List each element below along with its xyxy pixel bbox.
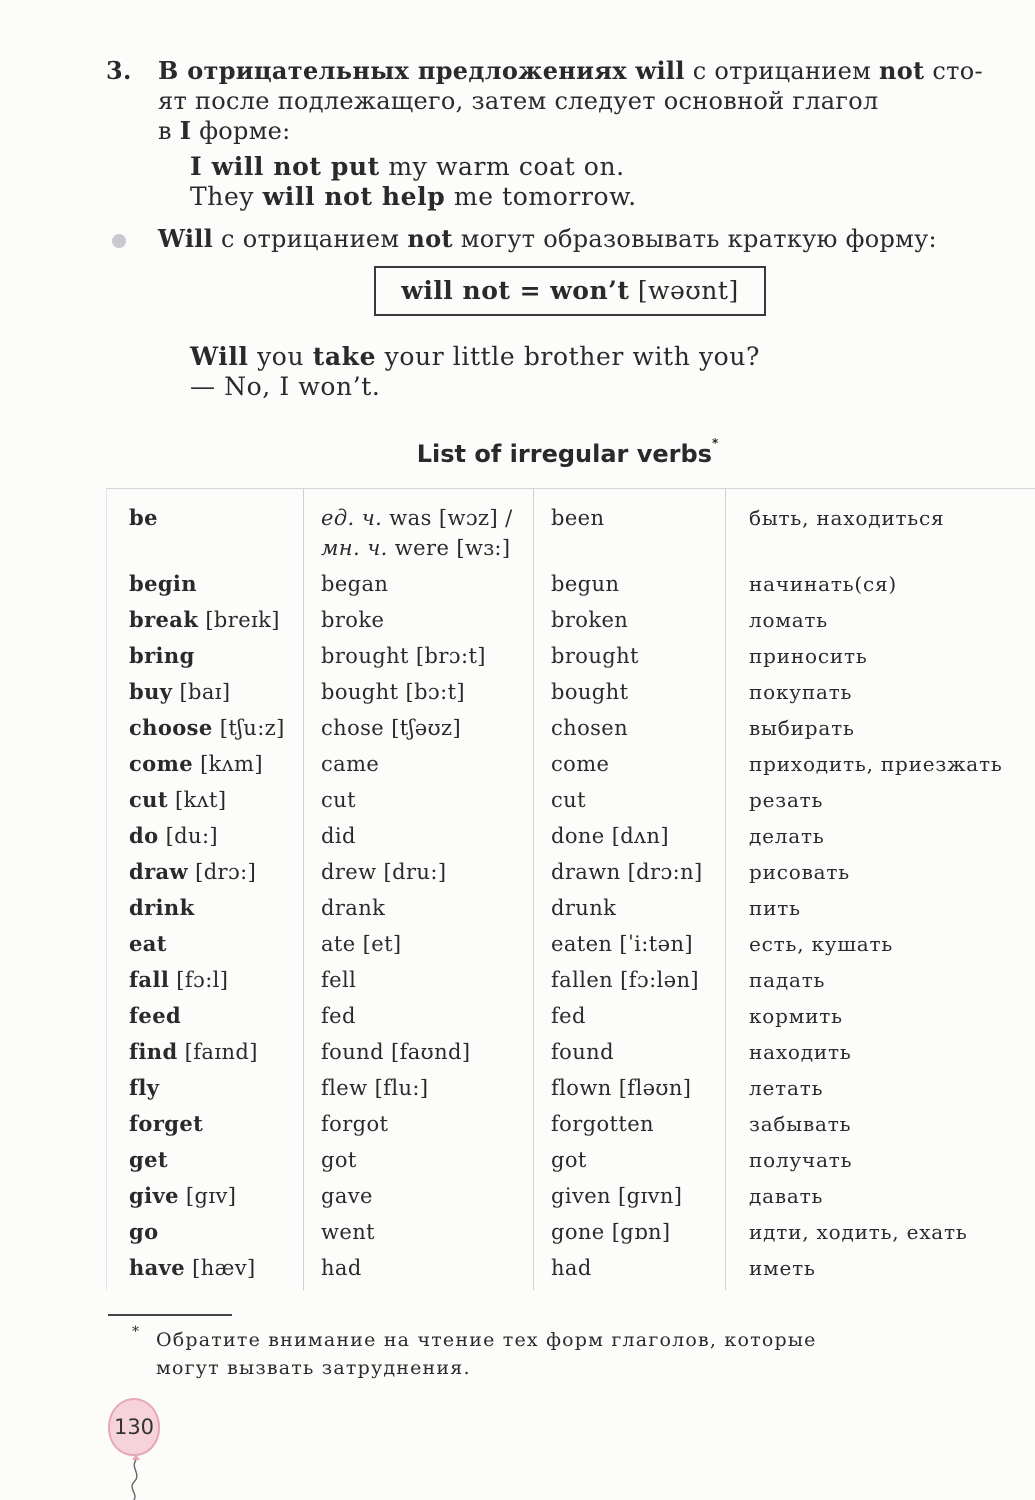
bullet-rest: могут образовывать краткую форму: <box>460 225 937 253</box>
verb-past-form: bought [bɔ:t] <box>321 680 465 704</box>
verb-base-transcription: [kʌm] <box>200 752 263 776</box>
verb-translation: иметь <box>749 1256 816 1280</box>
verb-translation: приходить, приезжать <box>749 752 1003 776</box>
verb-past-participle: been <box>551 506 605 530</box>
verb-translation: быть, находиться <box>749 506 945 530</box>
verb-past-participle: given [gɪvn] <box>551 1184 683 1208</box>
verb-past-plural-form: мн. ч. were [wɜ:] <box>321 536 511 560</box>
verb-base <box>129 1145 168 1175</box>
verb-base-word: do <box>129 823 159 848</box>
verb-past <box>321 1253 362 1283</box>
verb-base <box>129 821 218 851</box>
verb-past-participle: broken <box>551 608 629 632</box>
verb-base <box>129 713 285 743</box>
verb-past-participle: come <box>551 752 610 776</box>
verb-past-participle: flown [fləʊn] <box>551 1076 692 1100</box>
example-1-bold: I will not put <box>190 152 380 181</box>
example-2 <box>190 182 637 212</box>
page-number-balloon-icon <box>108 1398 160 1456</box>
verb-base-word: eat <box>129 931 167 956</box>
verb-past-form: cut <box>321 788 356 812</box>
verb-past <box>321 785 356 815</box>
verb-past-form: fell <box>321 968 357 992</box>
list-title-footnote-mark: * <box>711 436 719 450</box>
verb-past <box>321 857 446 887</box>
verb-base-word: have <box>129 1255 186 1280</box>
verb-past-participle: cut <box>551 788 586 812</box>
verb-translation: получать <box>749 1148 853 1172</box>
rule-line-2: ят после подлежащего, затем следует основной глагол <box>158 87 879 115</box>
bullet-will: Will <box>158 224 214 253</box>
verb-past-form: fed <box>321 1004 356 1028</box>
column-divider <box>303 489 304 1290</box>
verb-translation: выбирать <box>749 716 855 740</box>
contraction-transcription: [wəʊnt] <box>637 276 739 305</box>
verb-past <box>321 893 385 923</box>
verb-past <box>321 929 402 959</box>
verb-translation: забывать <box>749 1112 852 1136</box>
rule-line-3-c: форме: <box>199 117 291 145</box>
verb-base <box>129 569 197 599</box>
verb-base-transcription: [kʌt] <box>175 788 227 812</box>
verb-base <box>129 893 195 923</box>
question-part-1: you <box>257 342 305 371</box>
verb-base-word: be <box>129 505 158 530</box>
list-title-text: List of irregular verbs <box>416 440 712 468</box>
rule-line-1 <box>158 56 983 86</box>
verb-past <box>321 1181 373 1211</box>
irregular-verbs-table <box>106 488 1035 1290</box>
verb-past <box>321 569 388 599</box>
verb-past-participle: had <box>551 1256 592 1280</box>
verb-base <box>129 1181 236 1211</box>
verb-translation: приносить <box>749 644 868 668</box>
example-question <box>190 342 760 372</box>
bullet-mid: с отрицанием <box>221 225 400 253</box>
rule-line-1-not: not <box>879 56 925 85</box>
example-1-rest: my warm coat on. <box>388 152 625 181</box>
verb-base-word: fall <box>129 967 170 992</box>
verb-base-word: get <box>129 1147 168 1172</box>
verb-base-word: drink <box>129 895 195 920</box>
verb-past <box>321 1109 388 1139</box>
verb-past-form: brought [brɔ:t] <box>321 644 486 668</box>
verb-base-word: fly <box>129 1075 160 1100</box>
verb-past-participle: begun <box>551 572 620 596</box>
verb-base-word: cut <box>129 787 168 812</box>
verb-past <box>321 641 486 671</box>
footnote-mark: * <box>132 1324 139 1340</box>
verb-past-participle: forgotten <box>551 1112 654 1136</box>
verb-base <box>129 1217 159 1247</box>
verb-past <box>321 965 356 995</box>
verb-base <box>129 1037 258 1067</box>
verb-base-word: give <box>129 1183 179 1208</box>
verb-translation: ломать <box>749 608 828 632</box>
verb-past-participle: brought <box>551 644 639 668</box>
footnote <box>156 1326 936 1382</box>
verb-past-form: did <box>321 824 356 848</box>
verb-past <box>321 1037 470 1067</box>
verb-past <box>321 1001 356 1031</box>
verb-past-participle: fed <box>551 1004 586 1028</box>
example-2-bold: will not help <box>262 182 446 211</box>
verb-past-form: got <box>321 1148 357 1172</box>
verb-translation: резать <box>749 788 824 812</box>
verb-past <box>321 605 384 635</box>
verb-past <box>321 821 356 851</box>
verb-base-word: go <box>129 1219 159 1244</box>
verb-past-form: ед. ч. was [wɔz] / <box>321 506 513 530</box>
verb-base <box>129 677 231 707</box>
verb-base-word: choose <box>129 715 213 740</box>
column-divider <box>533 489 534 1290</box>
verb-past-participle: gone [gɒn] <box>551 1220 671 1244</box>
verb-past-form: began <box>321 572 389 596</box>
verb-past-form: found [faʊnd] <box>321 1040 471 1064</box>
contraction-formula: will not = won’t <box>401 276 630 305</box>
verb-past-form: came <box>321 752 380 776</box>
verb-past-form: gave <box>321 1184 373 1208</box>
verb-translation: делать <box>749 824 825 848</box>
verb-base-word: feed <box>129 1003 182 1028</box>
question-part-2: your little brother with you? <box>384 342 761 371</box>
verb-past-form: flew [flu:] <box>321 1076 429 1100</box>
verb-base-word: find <box>129 1039 178 1064</box>
bullet-not: not <box>407 224 453 253</box>
question-take: take <box>312 342 377 371</box>
verb-translation: начинать(ся) <box>749 572 898 596</box>
example-1 <box>190 152 625 182</box>
verb-base-word: bring <box>129 643 195 668</box>
verb-past <box>321 1145 357 1175</box>
verb-past <box>321 713 461 743</box>
verb-past-participle: chosen <box>551 716 629 740</box>
bullet-note <box>158 224 937 254</box>
verb-base-transcription: [gɪv] <box>185 1184 237 1208</box>
verb-base <box>129 641 195 671</box>
verb-past-form: drew [dru:] <box>321 860 447 884</box>
verb-base-transcription: [faɪnd] <box>184 1040 258 1064</box>
verb-base-word: come <box>129 751 193 776</box>
verb-base-transcription: [hæv] <box>192 1256 256 1280</box>
verb-base <box>129 605 280 635</box>
verb-base <box>129 1253 256 1283</box>
verb-translation: рисовать <box>749 860 850 884</box>
rule-line-3 <box>158 116 291 146</box>
verb-translation: падать <box>749 968 826 992</box>
verb-past-participle: drunk <box>551 896 617 920</box>
verb-translation: находить <box>749 1040 852 1064</box>
verb-base <box>129 1109 203 1139</box>
verb-past-participle: drawn [drɔ:n] <box>551 860 703 884</box>
verb-past-form: forgot <box>321 1112 389 1136</box>
verb-past-participle: fallen [fɔ:lən] <box>551 968 700 992</box>
verb-past-form: had <box>321 1256 362 1280</box>
bullet-dot-icon <box>112 234 126 248</box>
verb-base <box>129 929 167 959</box>
example-answer: — No, I won’t. <box>190 372 381 401</box>
verb-past-form: ate [et] <box>321 932 402 956</box>
verb-past-participle: eaten [ˈi:tən] <box>551 932 693 956</box>
verb-base-transcription: [drɔ:] <box>195 860 257 884</box>
rule-line-1-mid: с отрицанием <box>692 57 872 85</box>
rule-line-1-end: сто- <box>932 57 983 85</box>
verb-past-form: drank <box>321 896 386 920</box>
verb-base <box>129 1001 181 1031</box>
verb-base <box>129 1073 159 1103</box>
verb-past <box>321 749 379 779</box>
verb-base-transcription: [baɪ] <box>179 680 231 704</box>
verb-base <box>129 857 256 887</box>
contraction-box <box>374 266 766 316</box>
verb-base-word: forget <box>129 1111 204 1136</box>
verb-translation: летать <box>749 1076 824 1100</box>
verb-past-form: went <box>321 1220 375 1244</box>
verb-past-participle: done [dʌn] <box>551 824 669 848</box>
verb-past <box>321 677 465 707</box>
verb-base-transcription: [fɔ:l] <box>176 968 229 992</box>
rule-line-3-b: I <box>179 116 192 145</box>
verb-base-word: buy <box>129 679 173 704</box>
verb-translation: кормить <box>749 1004 843 1028</box>
verb-base-word: break <box>129 607 199 632</box>
example-2-start: They <box>190 182 255 211</box>
footnote-line-2: могут вызвать затруднения. <box>156 1357 471 1379</box>
question-will: Will <box>190 342 249 371</box>
verb-past <box>321 1073 428 1103</box>
page-number: 130 <box>113 1415 155 1439</box>
example-2-rest: me tomorrow. <box>453 182 637 211</box>
verb-translation: есть, кушать <box>749 932 894 956</box>
balloon-string-icon <box>126 1454 146 1500</box>
footnote-divider <box>108 1314 232 1316</box>
column-divider <box>725 489 726 1290</box>
verb-base-word: draw <box>129 859 189 884</box>
verb-past-participle: got <box>551 1148 587 1172</box>
rule-line-3-a: в <box>158 117 172 145</box>
rule-number: 3. <box>106 56 132 85</box>
verb-base-word: begin <box>129 571 197 596</box>
verb-base-transcription: [breɪk] <box>205 608 280 632</box>
verb-past-form: chose [tʃəʊz] <box>321 716 462 740</box>
verb-base <box>129 785 226 815</box>
verb-past-participle: found <box>551 1040 614 1064</box>
verb-translation: покупать <box>749 680 853 704</box>
verb-base-transcription: [tʃu:z] <box>219 716 285 740</box>
verb-base-transcription: [du:] <box>165 824 219 848</box>
verb-base <box>129 749 263 779</box>
verb-translation: давать <box>749 1184 824 1208</box>
footnote-line-1: Обратите внимание на чтение тех форм глаголов, которые <box>156 1329 817 1351</box>
list-title <box>0 436 1035 468</box>
verb-past <box>321 503 513 563</box>
verb-past-form: broke <box>321 608 385 632</box>
verb-past-participle: bought <box>551 680 629 704</box>
rule-line-1-bold: В отрицательных предложениях will <box>158 56 685 85</box>
verb-translation: идти, ходить, ехать <box>749 1220 968 1244</box>
verb-past <box>321 1217 375 1247</box>
verb-base <box>129 965 228 995</box>
verb-base <box>129 503 158 533</box>
verb-translation: пить <box>749 896 801 920</box>
